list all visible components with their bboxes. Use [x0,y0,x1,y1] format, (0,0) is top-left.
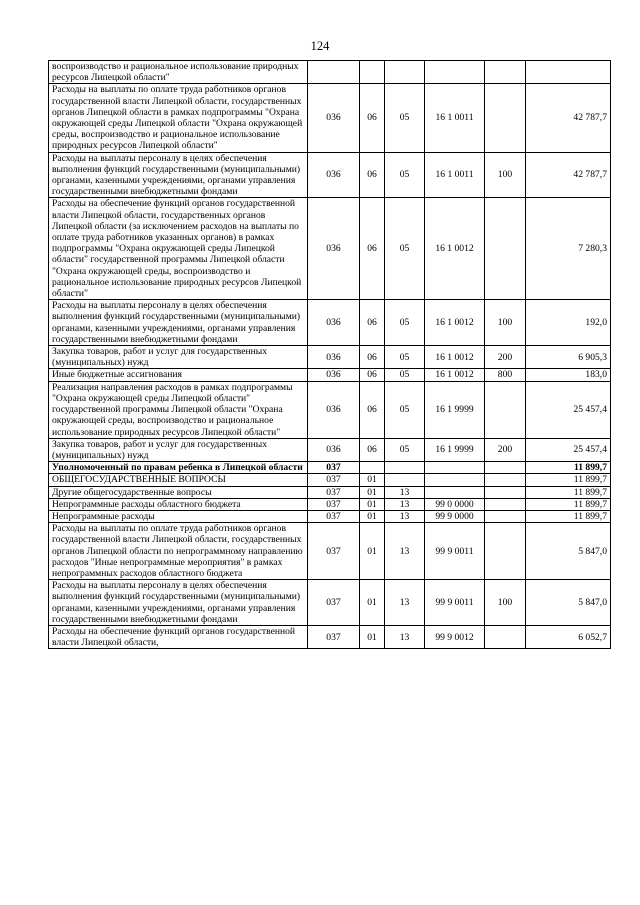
subsection-code [385,474,425,486]
amount: 25 457,4 [526,438,611,461]
budget-table [48,60,611,649]
table-row [49,474,611,486]
amount: 11 899,7 [526,510,611,522]
subsection-code: 05 [385,369,425,381]
table-body [49,61,611,649]
section-code [360,61,385,84]
table-row [49,486,611,498]
target-article-code: 16 1 9999 [425,438,485,461]
target-article-code: 16 1 0012 [425,300,485,346]
expense-type-code [485,381,526,438]
expense-name: Расходы на выплаты по оплате труда работников органов государственной власти Липецкой области, государственных органов Липецкой области в рамках подпрограммы "Охрана окружающей среды Липецкой области "Охрана окружающей среды, воспроизводство и рациональное использование природных ресурсов Липецкой области" [49,84,308,152]
admin-code: 037 [308,523,360,580]
admin-code: 036 [308,346,360,369]
amount: 11 899,7 [526,498,611,510]
subsection-code: 13 [385,625,425,648]
expense-type-code [485,625,526,648]
admin-code: 036 [308,198,360,300]
target-article-code [425,486,485,498]
table-row [49,61,611,84]
table-row [49,510,611,522]
table-row [49,580,611,626]
expense-type-code: 100 [485,580,526,626]
amount: 11 899,7 [526,462,611,474]
section-code: 01 [360,498,385,510]
expense-name: Расходы на выплаты персоналу в целях обеспечения выполнения функций государственными (муниципальными) органами, казенными учреждениями, органами управления государственными внебюджетными фондами [49,300,308,346]
target-article-code: 16 1 0011 [425,152,485,198]
section-code: 06 [360,84,385,152]
table-row [49,523,611,580]
admin-code: 037 [308,498,360,510]
admin-code: 037 [308,474,360,486]
target-article-code: 16 1 0011 [425,84,485,152]
section-code: 06 [360,300,385,346]
expense-type-code [485,498,526,510]
admin-code [308,61,360,84]
expense-name: Непрограммные расходы [49,510,308,522]
admin-code: 037 [308,462,360,474]
subsection-code: 05 [385,152,425,198]
table-row [49,381,611,438]
amount: 6 052,7 [526,625,611,648]
admin-code: 036 [308,381,360,438]
amount: 7 280,3 [526,198,611,300]
section-code: 01 [360,625,385,648]
expense-type-code: 100 [485,152,526,198]
admin-code: 036 [308,438,360,461]
amount [526,61,611,84]
section-code: 06 [360,152,385,198]
target-article-code: 99 9 0011 [425,523,485,580]
expense-name: ОБЩЕГОСУДАРСТВЕННЫЕ ВОПРОСЫ [49,474,308,486]
subsection-code: 05 [385,198,425,300]
target-article-code [425,462,485,474]
expense-type-code [485,486,526,498]
expense-name: Расходы на выплаты персоналу в целях обеспечения выполнения функций государственными (муниципальными) органами, казенными учреждениями, органами управления государственными внебюджетными фондами [49,152,308,198]
expense-name: Расходы на выплаты по оплате труда работников органов государственной власти Липецкой области, государственных органов Липецкой области по непрограммному направлению расходов "Иные непрограммные мероприятия" в рамках непрограммных расходов областного бюджета [49,523,308,580]
section-code: 01 [360,474,385,486]
subsection-code: 05 [385,300,425,346]
admin-code: 036 [308,369,360,381]
section-code: 06 [360,346,385,369]
expense-type-code [485,84,526,152]
expense-type-code [485,523,526,580]
table-row [49,84,611,152]
table-row [49,198,611,300]
target-article-code: 99 9 0000 [425,510,485,522]
expense-name: Расходы на обеспечение функций органов государственной власти Липецкой области, государственных органов Липецкой области (за исключением расходов на выплаты по оплате труда работников указанных органов) в рамках подпрограммы "Охрана окружающей среды Липецкой области" государственной программы Липецкой области "Охрана окружающей среды, воспроизводство и рациональное использование природных ресурсов Липецкой области" [49,198,308,300]
section-code: 01 [360,523,385,580]
section-code: 01 [360,486,385,498]
expense-name: Другие общегосударственные вопросы [49,486,308,498]
expense-name: Уполномоченный по правам ребенка в Липецкой области [49,462,308,474]
subsection-code: 05 [385,346,425,369]
table-row [49,625,611,648]
admin-code: 037 [308,486,360,498]
expense-type-code [485,462,526,474]
admin-code: 036 [308,84,360,152]
expense-type-code [485,198,526,300]
expense-name: Иные бюджетные ассигнования [49,369,308,381]
expense-type-code: 800 [485,369,526,381]
section-code: 01 [360,580,385,626]
subsection-code [385,462,425,474]
subsection-code: 13 [385,498,425,510]
expense-type-code: 200 [485,438,526,461]
section-code: 06 [360,198,385,300]
expense-name: Закупка товаров, работ и услуг для государственных (муниципальных) нужд [49,346,308,369]
expense-name: Непрограммные расходы областного бюджета [49,498,308,510]
subsection-code: 13 [385,523,425,580]
target-article-code: 16 1 0012 [425,346,485,369]
target-article-code: 99 9 0012 [425,625,485,648]
admin-code: 037 [308,625,360,648]
subsection-code: 05 [385,84,425,152]
expense-name: Расходы на обеспечение функций органов государственной власти Липецкой области, [49,625,308,648]
amount: 11 899,7 [526,474,611,486]
target-article-code [425,474,485,486]
table-row [49,369,611,381]
subsection-code: 05 [385,438,425,461]
amount: 25 457,4 [526,381,611,438]
section-code: 06 [360,381,385,438]
target-article-code: 16 1 9999 [425,381,485,438]
subsection-code: 13 [385,486,425,498]
amount: 183,0 [526,369,611,381]
admin-code: 036 [308,300,360,346]
admin-code: 037 [308,510,360,522]
amount: 42 787,7 [526,152,611,198]
table-row [49,462,611,474]
section-code: 06 [360,438,385,461]
amount: 5 847,0 [526,580,611,626]
expense-type-code [485,61,526,84]
table-row [49,300,611,346]
target-article-code: 16 1 0012 [425,198,485,300]
target-article-code: 99 9 0011 [425,580,485,626]
admin-code: 036 [308,152,360,198]
amount: 42 787,7 [526,84,611,152]
section-code [360,462,385,474]
expense-type-code: 200 [485,346,526,369]
subsection-code [385,61,425,84]
target-article-code: 99 0 0000 [425,498,485,510]
table-row [49,152,611,198]
table-row [49,438,611,461]
expense-name: Расходы на выплаты персоналу в целях обеспечения выполнения функций государственными (муниципальными) органами, казенными учреждениями, органами управления государственными внебюджетными фондами [49,580,308,626]
expense-type-code: 100 [485,300,526,346]
amount: 6 905,3 [526,346,611,369]
expense-type-code [485,510,526,522]
table-row [49,498,611,510]
table-row [49,346,611,369]
amount: 11 899,7 [526,486,611,498]
expense-name: воспроизводство и рациональное использование природных ресурсов Липецкой области" [49,61,308,84]
section-code: 01 [360,510,385,522]
expense-name: Закупка товаров, работ и услуг для государственных (муниципальных) нужд [49,438,308,461]
subsection-code: 13 [385,580,425,626]
amount: 5 847,0 [526,523,611,580]
target-article-code: 16 1 0012 [425,369,485,381]
target-article-code [425,61,485,84]
subsection-code: 05 [385,381,425,438]
expense-type-code [485,474,526,486]
expense-name: Реализация направления расходов в рамках подпрограммы "Охрана окружающей среды Липецкой области" государственной программы Липецкой области "Охрана окружающей среды, воспроизводство и рациональное использование природных ресурсов Липецкой области" [49,381,308,438]
admin-code: 037 [308,580,360,626]
subsection-code: 13 [385,510,425,522]
page-number: 124 [310,39,330,53]
section-code: 06 [360,369,385,381]
amount: 192,0 [526,300,611,346]
